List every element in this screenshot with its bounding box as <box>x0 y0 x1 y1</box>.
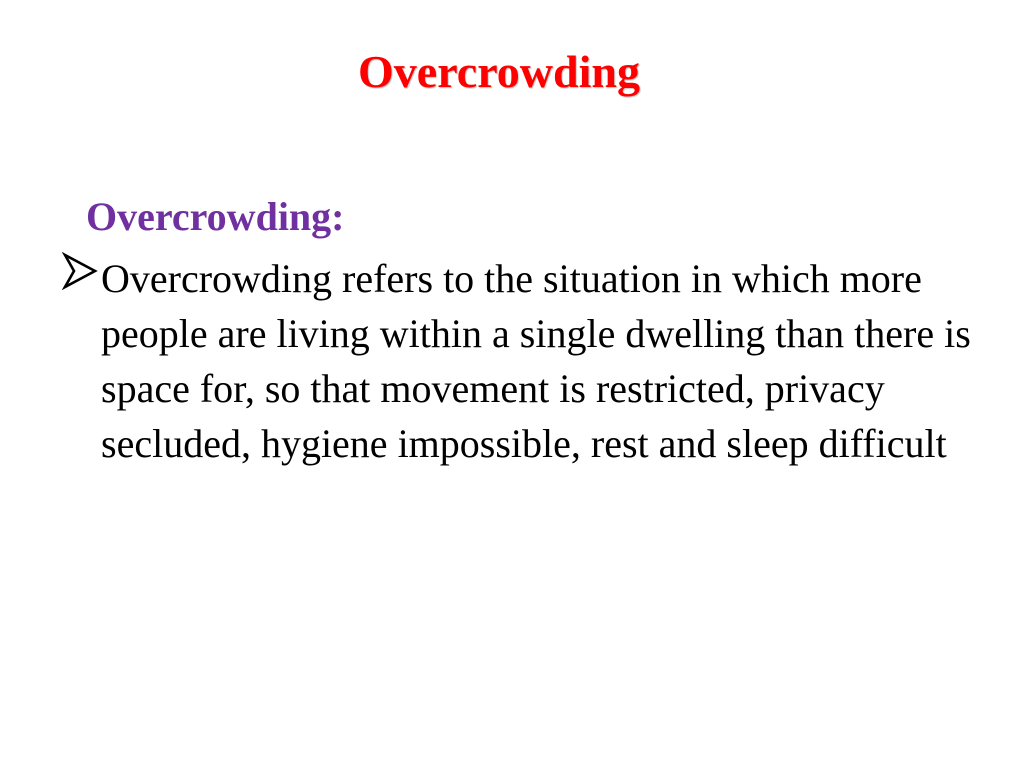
arrowhead-bullet-icon <box>62 251 98 291</box>
slide-subheading: Overcrowding: <box>86 194 345 239</box>
slide-title: Overcrowding <box>358 46 640 97</box>
bullet-text: Overcrowding refers to the situation in which more people are living within a single dwelling than there is space for, so that movement is restricted, privacy secluded, hygiene impossible, rest and sleep difficult <box>101 256 971 466</box>
